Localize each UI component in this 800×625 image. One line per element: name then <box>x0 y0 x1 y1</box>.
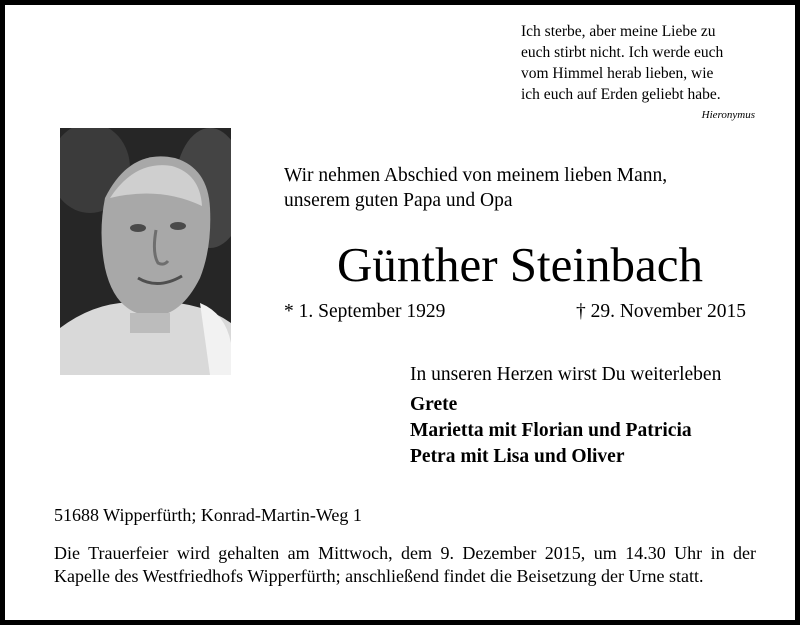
family-address: 51688 Wipperfürth; Konrad-Martin-Weg 1 <box>54 505 362 525</box>
funeral-service-info: Die Trauerfeier wird gehalten am Mittwoch, dem 9. Dezember 2015, um 14.30 Uhr in der Kapelle des Westfriedhofs Wipperfürth; anschließend findet die Beisetzung der Urne statt. <box>54 543 756 586</box>
quote-line: vom Himmel herab lieben, wie <box>521 65 714 82</box>
farewell-line-1: Wir nehmen Abschied von meinem lieben Mann, <box>284 165 668 186</box>
mourner-entry: Marietta mit Florian und Patricia <box>410 420 692 441</box>
mourners-list <box>410 392 692 470</box>
farewell-text <box>284 163 756 213</box>
portrait-photo <box>60 128 231 375</box>
mourner-entry: Petra mit Lisa und Oliver <box>410 446 625 467</box>
remembrance-tagline: In unseren Herzen wirst Du weiterleben <box>410 364 722 385</box>
birth-date: * 1. September 1929 <box>284 301 446 322</box>
portrait-image <box>60 128 231 375</box>
quote-line: ich euch auf Erden geliebt habe. <box>521 86 721 103</box>
deceased-name: Günther Steinbach <box>336 237 704 292</box>
death-date: † 29. November 2015 <box>575 301 746 322</box>
quote-author: Hieronymus <box>701 109 755 121</box>
memorial-quote <box>521 21 761 105</box>
farewell-line-2: unserem guten Papa und Opa <box>284 190 513 211</box>
quote-line: Ich sterbe, aber meine Liebe zu <box>521 23 716 40</box>
mourner-entry: Grete <box>410 394 458 415</box>
quote-line: euch stirbt nicht. Ich werde euch <box>521 44 724 61</box>
